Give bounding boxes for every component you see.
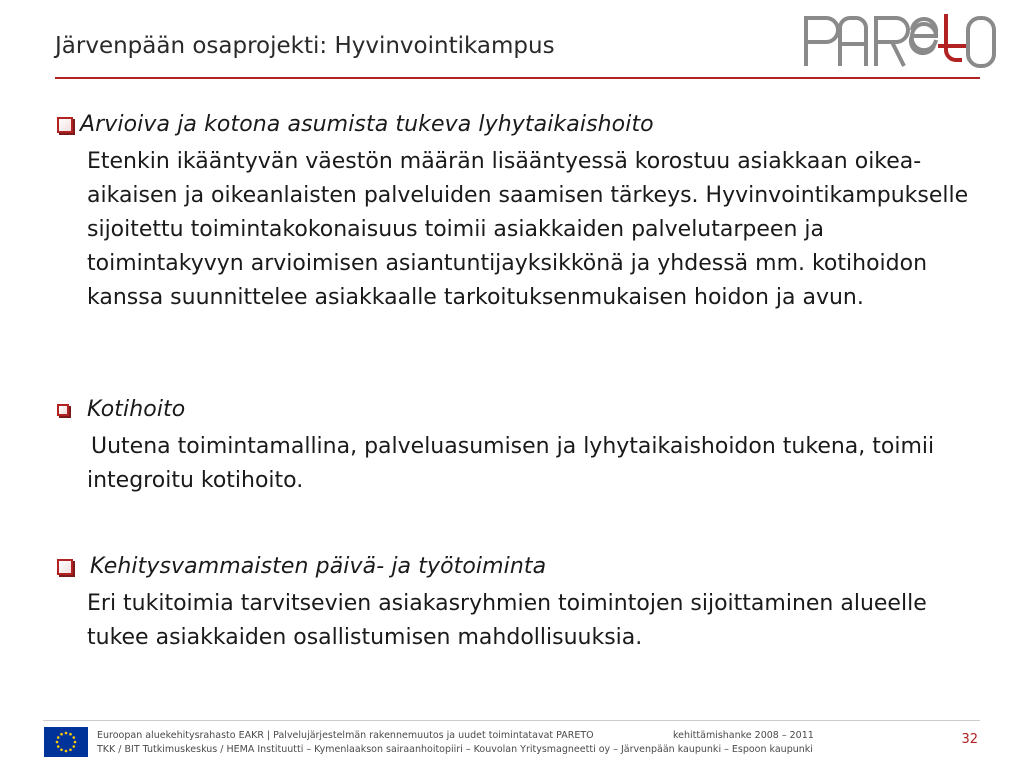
footer-project-period: kehittämishanke 2008 – 2011 [673,730,814,741]
checkbox-bullet-icon [57,559,73,575]
section-heading-row [57,112,987,137]
title-divider [55,77,980,79]
checkbox-bullet-icon [57,404,69,416]
section-lyhytaikaishoito [57,112,987,315]
section-body: Etenkin ikääntyvän väestön määrän lisääntyessä korostuu asiakkaan oikea-aikaisen ja oikeanlaisten palveluiden saamisen tärkeys. Hyvinvointikampukselle sijoitettu toimintakokonaisuus toimii asiakkaiden palvelutarpeen ja toimintakyvyn arvioimisen asiantuntijayksikkönä ja yhdessä mm. kotihoidon kanssa suunnittelee asiakkaalle tarkoituksenmukaisen hoidon ja avun. [87,149,969,310]
footer-funding-text: Euroopan aluekehitysrahasto EAKR | Palvelujärjestelmän rakennemuutos ja uudet toimintatavat PARETO [97,730,594,741]
section-body: Uutena toimintamallina, palveluasumisen ja lyhytaikaishoidon tukena, toimii integroitu kotihoito. [87,434,935,493]
section-heading-row [57,397,987,422]
section-heading: Kehitysvammaisten päivä- ja työtoiminta [90,554,547,579]
slide-title: Järvenpään osaprojekti: Hyvinvointikampus [55,33,555,59]
section-heading: Kotihoito [87,397,186,422]
pareto-logo [800,6,1000,78]
section-heading: Arvioiva ja kotona asumista tukeva lyhytaikaishoito [80,112,654,137]
eu-flag-icon [44,727,88,757]
section-kotihoito [57,397,987,498]
footer-divider [43,720,980,721]
section-body: Eri tukitoimia tarvitsevien asiakasryhmien toimintojen sijoittaminen alueelle tukee asiakkaiden osallistumisen mahdollisuuksia. [87,591,927,650]
section-heading-row [57,554,987,579]
checkbox-bullet-icon [57,117,73,133]
section-kehitysvammaisten [57,554,987,655]
page-number: 32 [961,732,978,747]
footer-partners-text: TKK / BIT Tutkimuskeskus / HEMA Instituutti – Kymenlaakson sairaanhoitopiiri – Kouvolan Yritysmagneetti oy – Järvenpään kaupunki – Espoon kaupunki [97,744,813,755]
